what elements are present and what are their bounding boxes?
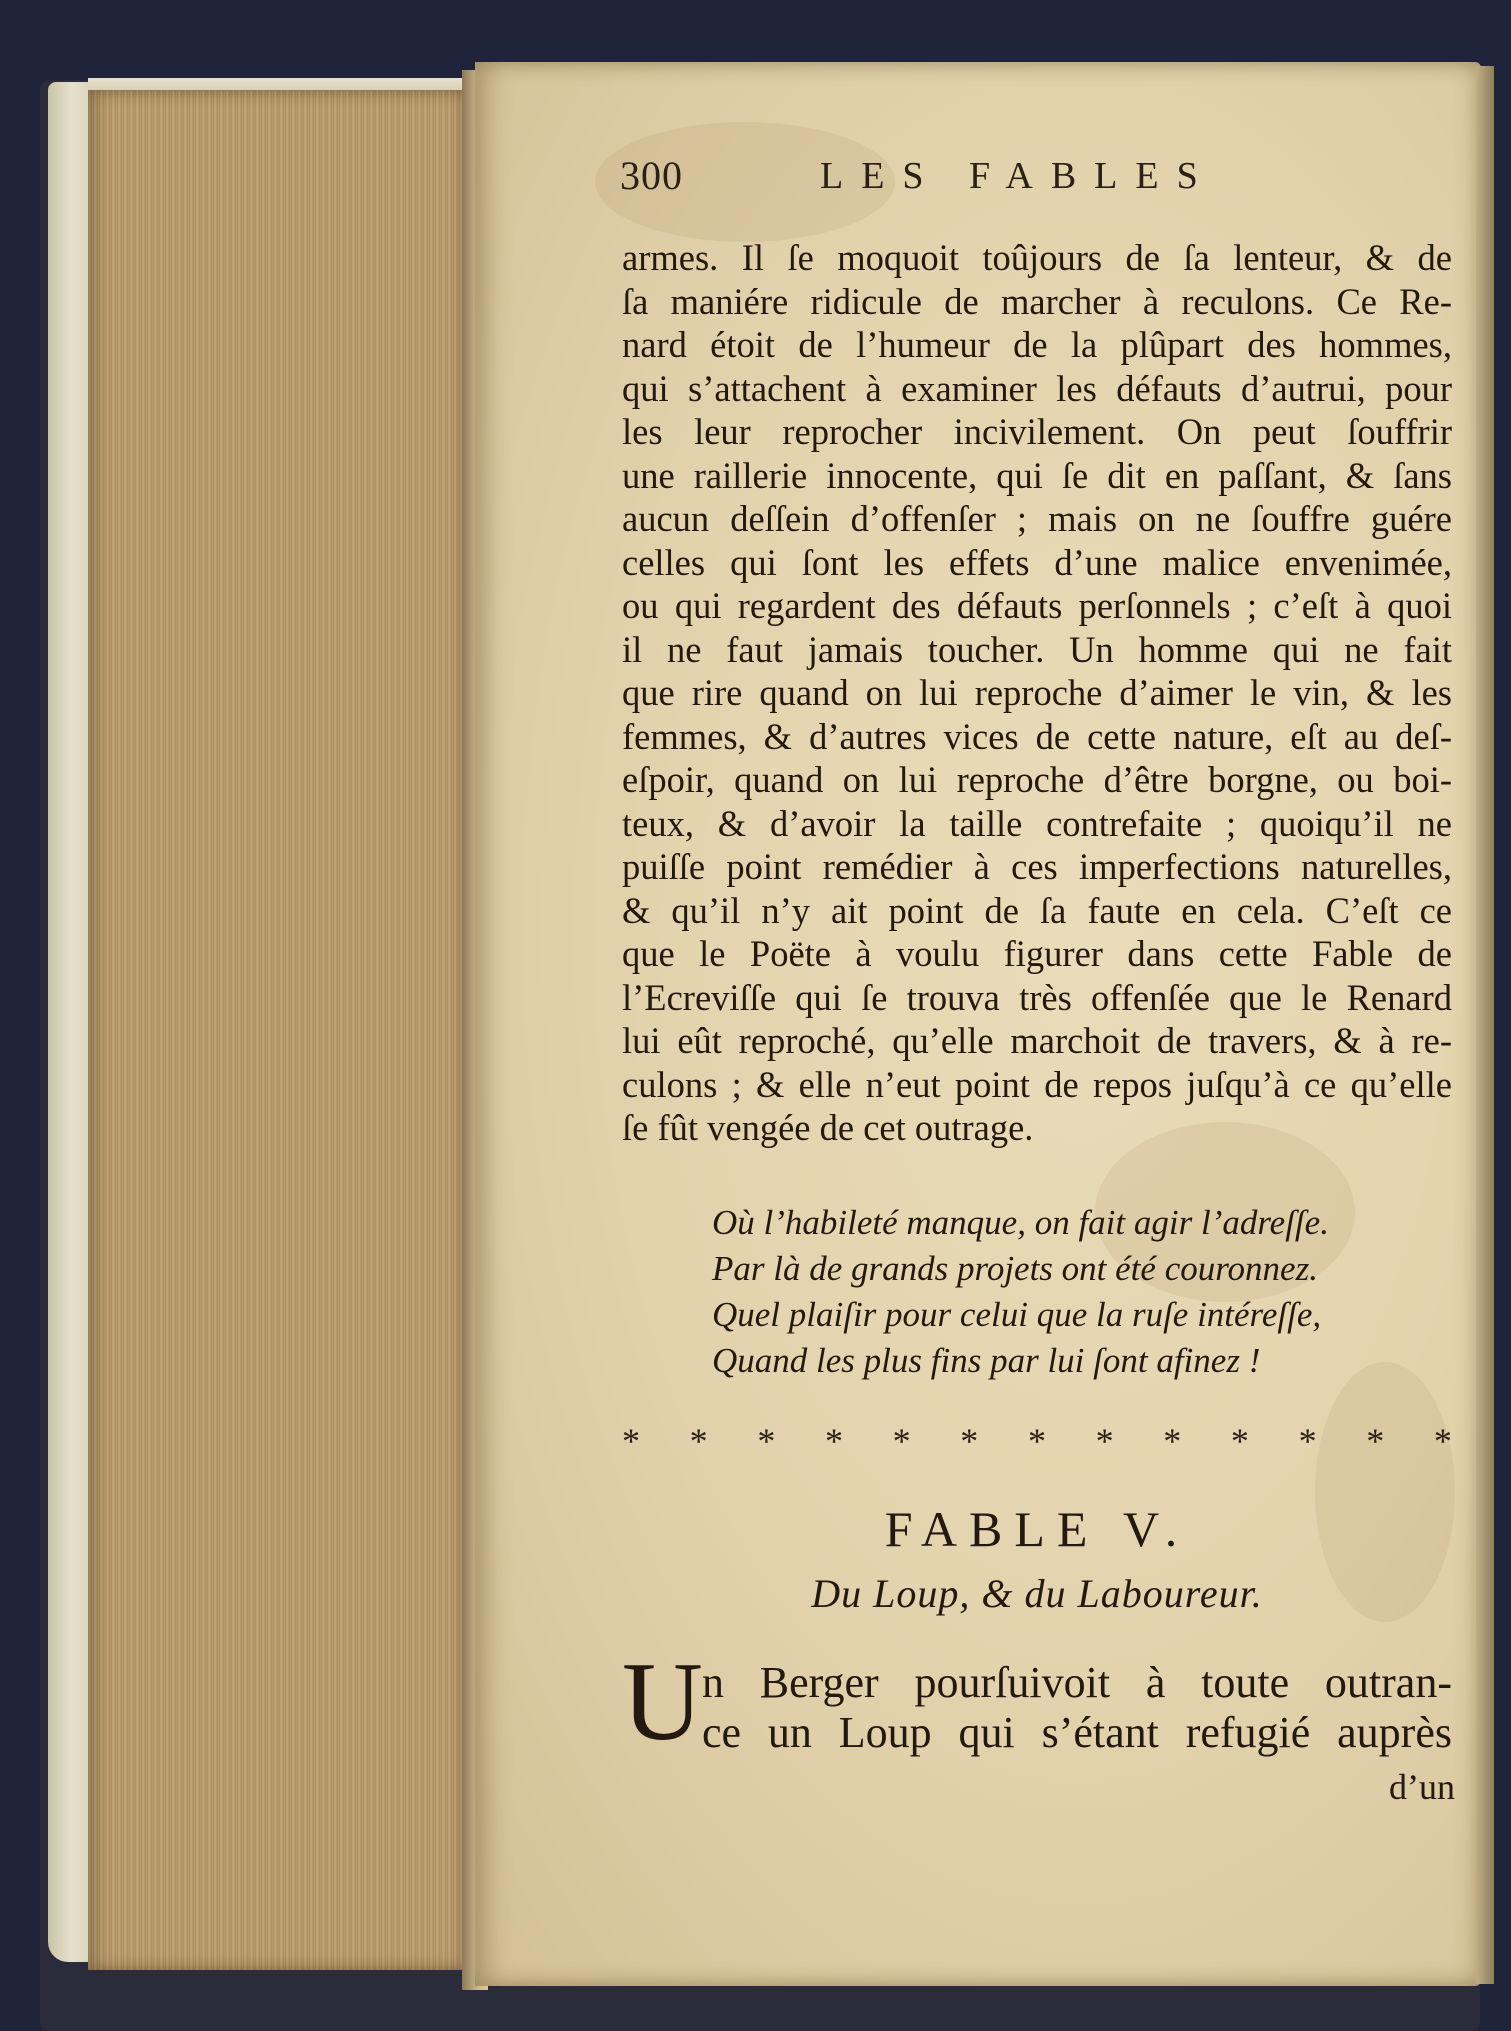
text-line: & qu’il n’y ait point de ſa faute en cela. C’eſt ce: [622, 889, 1452, 931]
text-line: puiſſe point remédier à ces imperfections naturelles,: [622, 846, 1452, 887]
separator-star: *: [1230, 1421, 1249, 1461]
text-line: qui s’attachent à examiner les défauts d’autrui, pour: [622, 367, 1452, 409]
separator-star: *: [757, 1421, 776, 1461]
text-line: aucun deſſein d’offenſer ; mais on ne ſouffre guére: [622, 498, 1452, 539]
separator-star: *: [1298, 1421, 1317, 1461]
page-header: [620, 152, 1340, 202]
separator-star: *: [622, 1421, 640, 1461]
text-line: ſe fût vengée de cet outrage.: [622, 1107, 1034, 1148]
fable-text: [702, 1658, 1452, 1758]
text-line: armes. Il ſe moquoit toûjours de ſa lenteur, & de: [622, 237, 1452, 278]
text-line: celles qui ſont les effets d’une malice envenimée,: [622, 541, 1452, 583]
text-line: femmes, & d’autres vices de cette nature, eſt au deſ-: [622, 715, 1452, 757]
running-title: LES FABLES: [820, 155, 1216, 197]
fable-title: FABLE V.: [884, 1501, 1190, 1557]
verse-line: Par là de grands projets ont été couronnez.: [712, 1249, 1318, 1288]
star-separator: [622, 1420, 1452, 1462]
fable-line: ce un Loup qui s’étant refugié auprès: [702, 1708, 1452, 1757]
text-line: teux, & d’avoir la taille contrefaite ; quoiqu’il ne: [622, 802, 1452, 844]
page-number: 300: [620, 153, 683, 198]
text-line: l’Ecreviſſe qui ſe trouva très offenſée que le Renard: [622, 976, 1452, 1018]
catchword: d’un: [1389, 1767, 1455, 1807]
fable-line: n Berger pourſuivoit à toute outran-: [702, 1658, 1452, 1707]
page-right-edge: [1476, 66, 1494, 1984]
separator-star: *: [689, 1421, 708, 1461]
text-line: ou qui regardent des défauts perſonnels ; c’eſt à quoi: [622, 585, 1452, 626]
fable-subtitle: Du Loup, & du Laboureur.: [811, 1571, 1263, 1616]
text-line: ſa maniére ridicule de marcher à reculons. Ce Re-: [622, 280, 1452, 322]
page-edges: [88, 90, 473, 1970]
separator-star: *: [892, 1421, 911, 1461]
body-text: [622, 236, 1452, 1150]
text-line: les leur reprocher incivilement. On peut ſouffrir: [622, 411, 1452, 452]
separator-star: *: [960, 1421, 979, 1461]
separator-star: *: [824, 1421, 843, 1461]
separator-star: *: [1433, 1421, 1452, 1461]
separator-star: *: [1366, 1421, 1385, 1461]
separator-star: *: [1027, 1421, 1046, 1461]
text-line: nard étoit de l’humeur de la plûpart des hommes,: [622, 324, 1452, 365]
separator-star: *: [1163, 1421, 1182, 1461]
text-line: que rire quand on lui reproche d’aimer le vin, & les: [622, 672, 1452, 713]
drop-capital: U: [622, 1640, 703, 1764]
text-line: que le Poëte à voulu figurer dans cette Fable de: [622, 933, 1452, 974]
text-line: il ne faut jamais toucher. Un homme qui ne fait: [622, 628, 1452, 670]
verse-line: Quand les plus fins par lui ſont afinez !: [712, 1341, 1261, 1380]
moral-verse: [712, 1200, 1412, 1384]
verse-line: Où l’habileté manque, on fait agir l’adreſſe.: [712, 1203, 1329, 1242]
text-line: lui eût reproché, qu’elle marchoit de travers, & à re-: [622, 1020, 1452, 1061]
text-line: culons ; & elle n’eut point de repos juſqu’à ce qu’elle: [622, 1063, 1452, 1105]
verse-line: Quel plaiſir pour celui que la ruſe intéreſſe,: [712, 1295, 1322, 1334]
text-line: eſpoir, quand on lui reproche d’être borgne, ou boi-: [622, 759, 1452, 800]
text-line: une raillerie innocente, qui ſe dit en paſſant, & ſans: [622, 454, 1452, 496]
separator-star: *: [1095, 1421, 1114, 1461]
